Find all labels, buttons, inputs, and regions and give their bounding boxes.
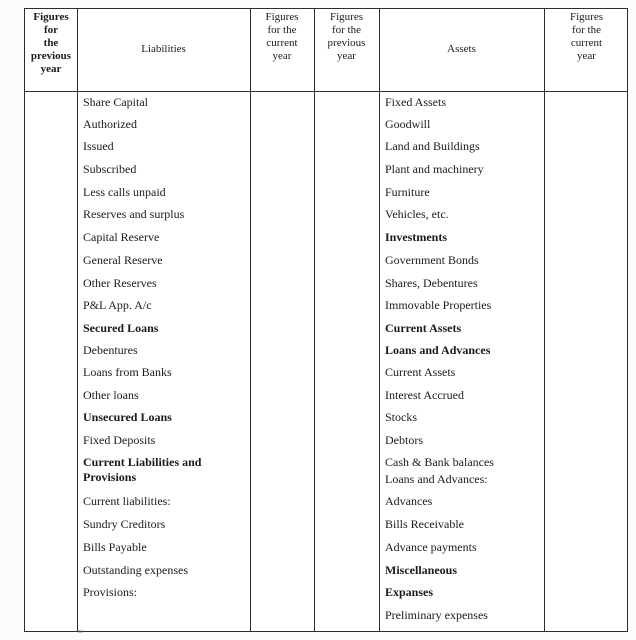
- asset-item: Land and Buildings: [385, 139, 480, 153]
- column-divider-2: [250, 9, 251, 631]
- liability-item: Bills Payable: [83, 540, 147, 554]
- liability-item: P&L App. A/c: [83, 298, 152, 312]
- liability-heading: Current Liabilities and Provisions: [83, 455, 202, 484]
- column-divider-5: [544, 9, 545, 631]
- asset-item: Preliminary expenses: [385, 608, 488, 622]
- header-liabilities: Liabilities: [141, 43, 186, 55]
- header-assets: Assets: [447, 43, 476, 55]
- asset-heading: Loans and Advances: [385, 343, 491, 357]
- asset-item: Advance payments: [385, 540, 477, 554]
- asset-item: Stocks: [385, 410, 418, 424]
- liability-item: Less calls unpaid: [83, 185, 166, 199]
- liability-item: Other loans: [83, 388, 139, 402]
- column-divider-1: [77, 9, 78, 631]
- liability-item: Other Reserves: [83, 276, 157, 290]
- header-current-year-left: Figures for the current year: [265, 11, 299, 62]
- asset-heading: Current Assets: [385, 321, 462, 335]
- asset-item: Vehicles, etc.: [385, 207, 449, 221]
- asset-heading: Expanses: [385, 585, 434, 599]
- asset-item: Immovable Properties: [385, 298, 492, 312]
- liability-item: Capital Reserve: [83, 230, 160, 244]
- liability-heading: Secured Loans: [83, 321, 159, 335]
- liability-item: Share Capital: [83, 95, 148, 109]
- liability-item: Authorized: [83, 117, 137, 131]
- liability-item: Sundry Creditors: [83, 517, 166, 531]
- asset-heading: Investments: [385, 230, 447, 244]
- asset-item: Bills Receivable: [385, 517, 464, 531]
- asset-item: Debtors: [385, 433, 423, 447]
- asset-item: Shares, Debentures: [385, 276, 478, 290]
- header-previous-year-mid: Figures for the previous year: [327, 11, 366, 62]
- liability-item: Reserves and surplus: [83, 207, 185, 221]
- asset-item: Goodwill: [385, 117, 431, 131]
- asset-item: Interest Accrued: [385, 388, 464, 402]
- liability-heading: Unsecured Loans: [83, 410, 172, 424]
- asset-item: Plant and machinery: [385, 162, 484, 176]
- liability-item: Fixed Deposits: [83, 433, 156, 447]
- header-separator: [25, 91, 627, 92]
- liability-item: Issued: [83, 139, 114, 153]
- liability-item: Provisions:: [83, 585, 138, 599]
- column-divider-4: [379, 9, 380, 631]
- asset-item: Advances: [385, 494, 433, 508]
- asset-item: Government Bonds: [385, 253, 479, 267]
- header-previous-year-left: Figures for the previous year: [30, 11, 72, 75]
- asset-heading: Miscellaneous: [385, 563, 457, 577]
- liability-item: Debentures: [83, 343, 138, 357]
- liability-item: Outstanding expenses: [83, 563, 188, 577]
- asset-item: Current Assets: [385, 365, 456, 379]
- liability-item: Loans from Banks: [83, 365, 172, 379]
- liability-item: General Reserve: [83, 253, 163, 267]
- asset-item: Cash & Bank balances: [385, 455, 494, 469]
- asset-item: Fixed Assets: [385, 95, 447, 109]
- balance-sheet-table: [24, 8, 628, 632]
- column-divider-3: [314, 9, 315, 631]
- asset-item: Furniture: [385, 185, 430, 199]
- liability-item: Current liabilities:: [83, 494, 171, 508]
- header-current-year-right: Figures for the current year: [570, 11, 603, 62]
- asset-item: Loans and Advances:: [385, 472, 488, 486]
- scan-mark: [78, 630, 83, 633]
- liability-item: Subscribed: [83, 162, 137, 176]
